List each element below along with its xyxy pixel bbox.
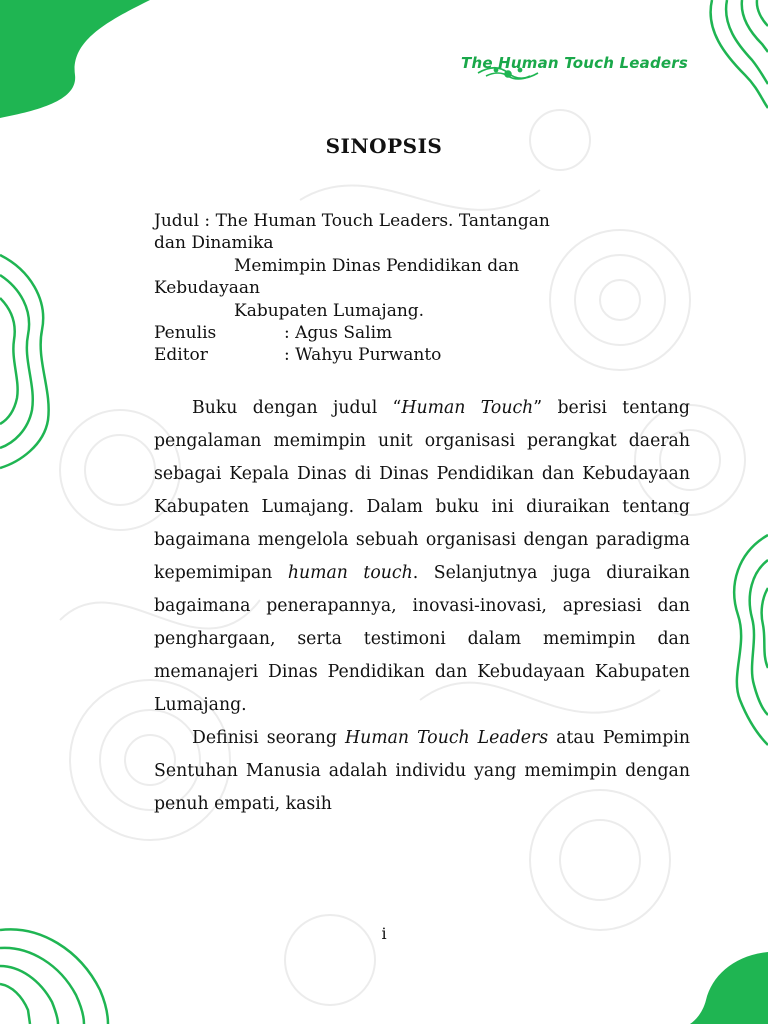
wave-lines-bottom-left — [0, 929, 108, 1024]
wave-lines-left — [0, 255, 49, 468]
book-metadata — [154, 210, 694, 367]
text-run: . Selanjutnya juga diuraikan bagaimana penerapannya, inovasi-inovasi, apresiasi dan penghargaan, serta testimoni dalam memimpin dan memanajeri Dinas Pendidikan dan Kebudayaan Kabupaten Lumajang. — [154, 563, 690, 715]
page-number: i — [381, 924, 387, 943]
text-run: ” berisi tentang pengalaman memimpin unit organisasi perangkat daerah sebagai Kepala Dinas di Dinas Pendidikan dan Kebudayaan Kabupaten Lumajang. Dalam buku ini diuraikan tentang bagaimana mengelola sebuah organisasi dengan paradigma kepemimipan — [154, 398, 690, 583]
text-run: atau Pemimpin Sentuhan Manusia adalah individu yang memimpin dengan penuh empati, kasih — [154, 728, 690, 814]
corner-blob-bottom-right — [690, 952, 768, 1024]
wave-lines-right — [734, 535, 768, 745]
judul-line: Kebudayaan — [154, 278, 260, 299]
penulis-label: Penulis — [154, 323, 217, 344]
text-run: Buku dengan judul “ — [192, 398, 402, 418]
editor-label: Editor — [154, 345, 208, 366]
running-header-title: The Human Touch Leaders — [461, 54, 688, 72]
text-run-italic: human touch — [287, 563, 413, 583]
wave-lines-top-right — [711, 0, 768, 108]
corner-blob-top-left — [0, 0, 150, 118]
penulis-row — [154, 322, 694, 344]
penulis-value: : Agus Salim — [284, 323, 393, 344]
judul-line: dan Dinamika — [154, 233, 274, 254]
paragraph — [154, 392, 690, 722]
text-run: Definisi seorang — [192, 728, 346, 748]
body-text — [154, 392, 690, 821]
text-run-italic: Human Touch — [401, 398, 534, 418]
judul-line: Judul : The Human Touch Leaders. Tantangan — [154, 211, 550, 231]
page-title: SINOPSIS — [325, 134, 443, 158]
editor-row — [154, 344, 694, 366]
judul-line: Memimpin Dinas Pendidikan dan — [234, 255, 520, 276]
paragraph — [154, 722, 690, 821]
editor-value: : Wahyu Purwanto — [284, 345, 442, 366]
judul-line: Kabupaten Lumajang. — [234, 300, 425, 321]
text-run-italic: Human Touch Leaders — [345, 728, 549, 748]
